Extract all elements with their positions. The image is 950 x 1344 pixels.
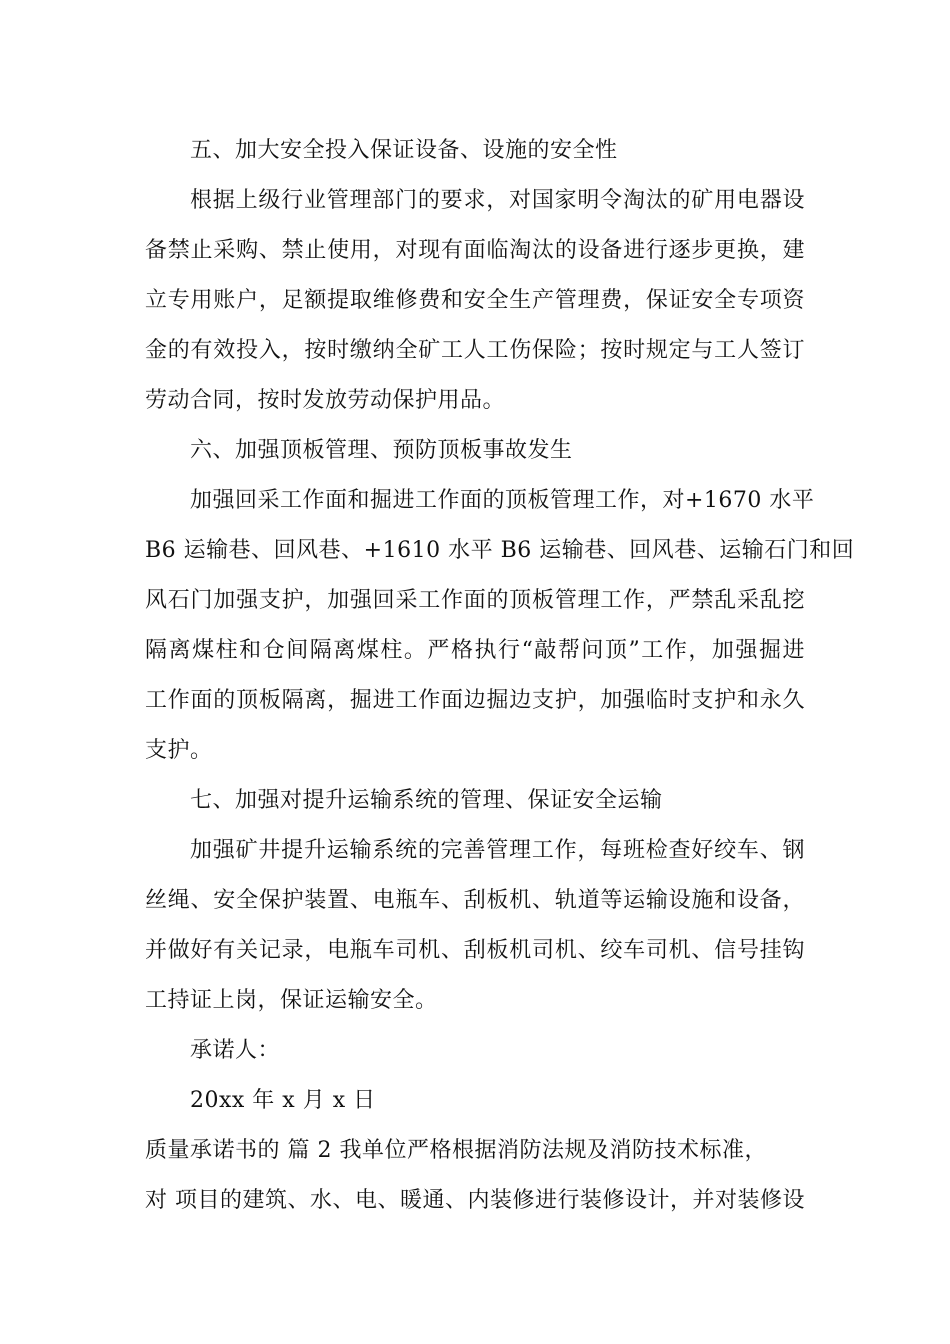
section-7-line-2: 丝绳、安全保护装置、电瓶车、刮板机、轨道等运输设施和设备， [145, 888, 805, 913]
section-6-heading: 六、加强顶板管理、预防顶板事故发生 [190, 438, 573, 463]
section-6-line-6: 支护。 [145, 738, 213, 763]
section-5-line-2: 备禁止采购、禁止使用，对现有面临淘汰的设备进行逐步更换，建 [145, 238, 805, 263]
section-5-line-3: 立专用账户，足额提取维修费和安全生产管理费，保证安全专项资 [145, 288, 805, 313]
signature-label: 承诺人： [190, 1038, 281, 1063]
section-6-line-3: 风石门加强支护，加强回采工作面的顶板管理工作，严禁乱采乱挖 [145, 588, 805, 613]
section-6-line-4: 隔离煤柱和仓间隔离煤柱。严格执行“敲帮问顶”工作，加强掘进 [145, 638, 805, 663]
section-5-line-1: 根据上级行业管理部门的要求，对国家明令淘汰的矿用电器设 [190, 188, 805, 213]
section-7-line-3: 并做好有关记录，电瓶车司机、刮板机司机、绞车司机、信号挂钩 [145, 938, 805, 963]
section-5-line-4: 金的有效投入，按时缴纳全矿工人工伤保险；按时规定与工人签订 [145, 338, 805, 363]
section-7-line-1: 加强矿井提升运输系统的完善管理工作，每班检查好绞车、钢 [190, 838, 805, 863]
section-6-line-2: B6 运输巷、回风巷、+1610 水平 B6 运输巷、回风巷、运输石门和回 [145, 538, 855, 563]
section-5-heading: 五、加大安全投入保证设备、设施的安全性 [190, 138, 618, 163]
next-section-line-2: 对 项目的建筑、水、电、暖通、内装修进行装修设计，并对装修设 [145, 1188, 805, 1213]
section-6-line-5: 工作面的顶板隔离，掘进工作面边掘边支护，加强临时支护和永久 [145, 688, 805, 713]
section-7-line-4: 工持证上岗，保证运输安全。 [145, 988, 438, 1013]
section-6-line-1: 加强回采工作面和掘进工作面的顶板管理工作，对+1670 水平 [190, 488, 815, 513]
date-line: 20xx 年 x 月 x 日 [190, 1088, 376, 1113]
section-7-heading: 七、加强对提升运输系统的管理、保证安全运输 [190, 788, 663, 813]
section-5-line-5: 劳动合同，按时发放劳动保护用品。 [145, 388, 506, 413]
next-section-line-1: 质量承诺书的 篇 2 我单位严格根据消防法规及消防技术标准， [145, 1138, 767, 1163]
